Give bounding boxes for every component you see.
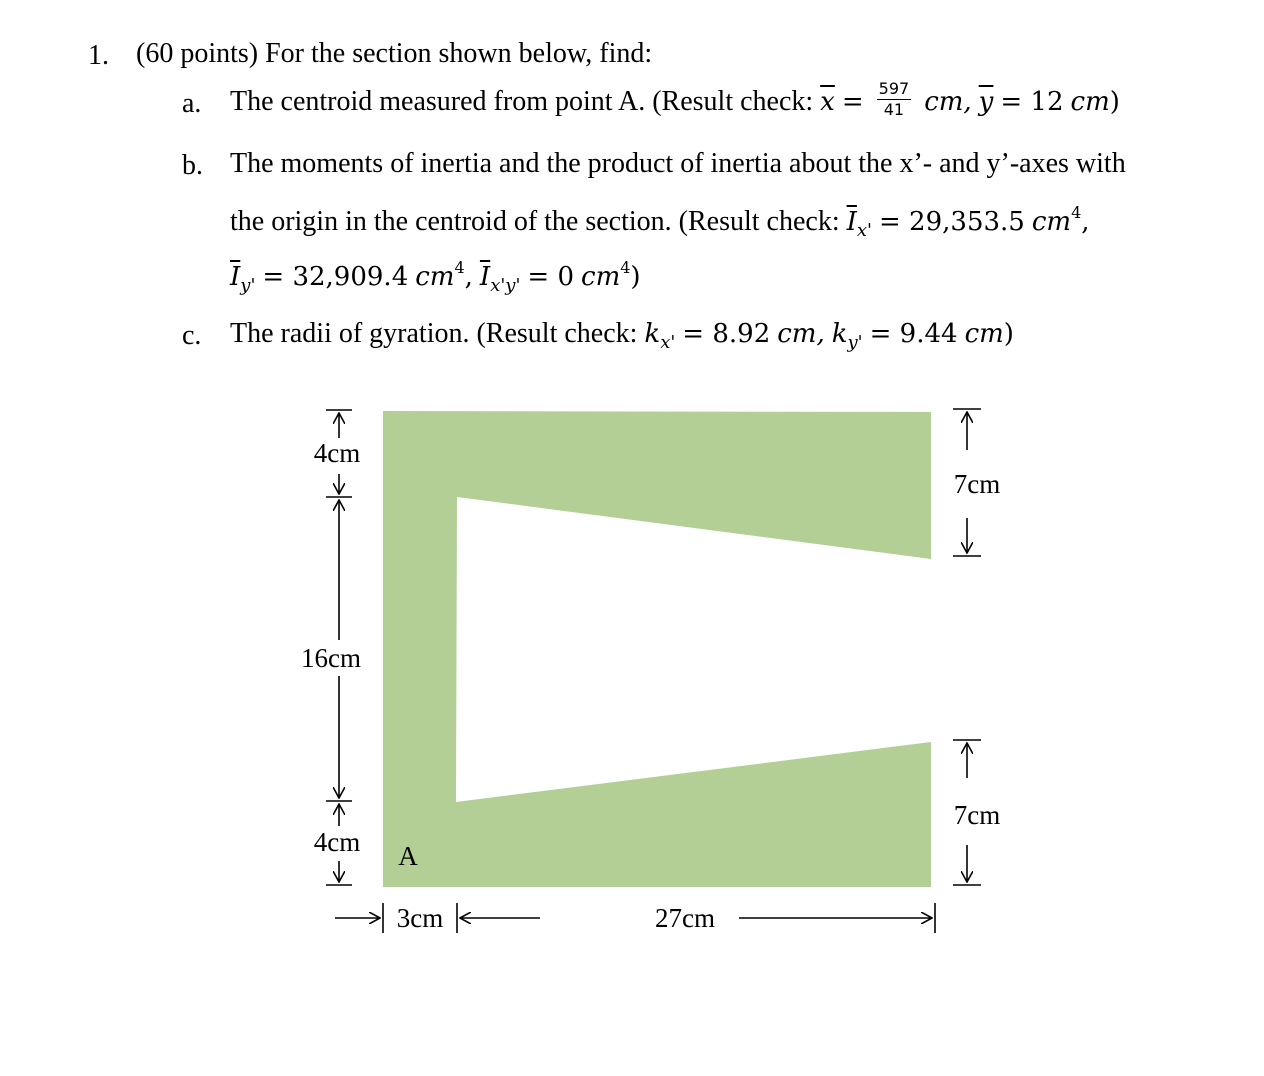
ix-exponent: 4	[1071, 203, 1082, 222]
kx-unit: cm,	[777, 319, 825, 349]
ky-subscript: y'	[847, 332, 863, 353]
item-c-close: )	[1003, 319, 1014, 349]
point-a-label: A	[398, 841, 418, 871]
ix-symbol: $\overline{I}$	[846, 207, 857, 237]
kx-subscript: x'	[660, 332, 676, 353]
dim-bottom-width: 27cm	[655, 903, 715, 933]
ixy-unit: cm	[581, 262, 621, 292]
iy-symbol: $\overline{I}$	[230, 262, 241, 292]
iy-tail: ,	[464, 262, 473, 292]
dim-left-mid: 16cm	[301, 643, 361, 673]
problem-number: 1.	[88, 40, 109, 71]
y-bar-symbol: $\overline{y}$	[978, 87, 994, 117]
dim-right-bottom: 7cm	[953, 800, 1001, 830]
fraction-denominator: 41	[883, 100, 905, 120]
dim-right-top: 7cm	[953, 469, 1001, 499]
ybar-unit: cm	[1070, 87, 1110, 117]
item-a-text: The centroid measured from point A. (Result check:	[230, 86, 814, 117]
item-a-label: a.	[182, 88, 202, 119]
section-shape	[383, 411, 931, 887]
item-a-close: )	[1109, 87, 1120, 117]
ix-subscript: x'	[856, 220, 872, 241]
dim-bottom-web: 3cm	[396, 903, 444, 933]
ix-value: = 29,353.5	[879, 207, 1025, 237]
iy-exponent: 4	[454, 258, 465, 277]
ixy-value: = 0	[527, 262, 575, 292]
problem-intro: (60 points) For the section shown below, find:	[136, 38, 653, 69]
xbar-unit: cm,	[924, 87, 972, 117]
iy-unit: cm	[415, 262, 455, 292]
kx-symbol: k	[644, 319, 661, 349]
iy-subscript: y'	[240, 275, 256, 296]
item-c-text: The radii of gyration. (Result check:	[230, 318, 638, 349]
item-b-label: b.	[182, 150, 203, 181]
ixy-symbol: $\overline{I}$	[479, 262, 491, 292]
dim-left-bottom: 4cm	[313, 827, 361, 857]
item-b-line1: The moments of inertia and the product of inertia about the x’- and y’-axes with	[230, 148, 1126, 179]
ix-unit: cm	[1031, 207, 1072, 237]
iy-value: = 32,909.4	[262, 262, 409, 292]
ixy-exponent: 4	[620, 258, 631, 277]
xbar-equals: =	[841, 87, 864, 117]
ky-unit: cm	[964, 319, 1004, 349]
ybar-value: = 12	[1000, 87, 1064, 117]
ix-tail: ,	[1081, 207, 1090, 237]
dim-left-top: 4cm	[313, 438, 361, 468]
fraction-numerator: 597	[878, 79, 910, 99]
ky-value: = 9.44	[869, 319, 958, 349]
x-bar-symbol: $\overline{x}$	[820, 87, 835, 117]
item-b-line2-text: the origin in the centroid of the section. (Result check:	[230, 206, 840, 237]
ky-symbol: k	[831, 319, 848, 349]
ixy-tail: )	[630, 262, 641, 292]
item-c-label: c.	[182, 320, 202, 351]
kx-value: = 8.92	[682, 319, 771, 349]
ixy-subscript: x'y'	[490, 275, 521, 296]
